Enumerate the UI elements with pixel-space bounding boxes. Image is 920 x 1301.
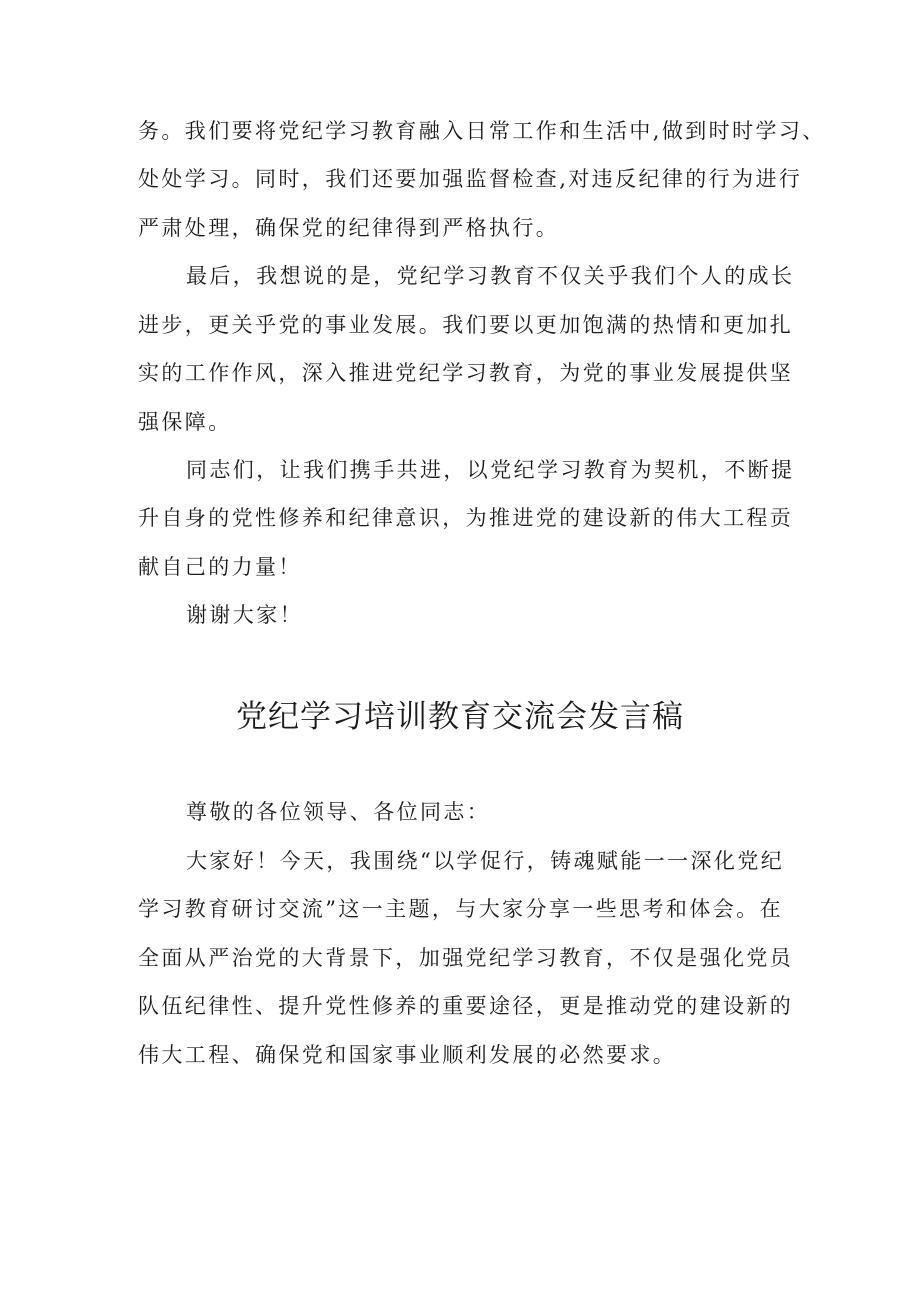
paragraph-line: 强保障。	[138, 410, 232, 434]
paragraph-line: 伟大工程、确保党和国家事业顺利发展的必然要求。	[138, 1043, 677, 1067]
paragraph-line: 进步，更关乎党的事业发展。我们要以更加饱满的热情和更加扎	[138, 313, 794, 337]
paragraph-line: 献自己的力量！	[138, 555, 302, 579]
paragraph-line: 队伍纪律性、提升党性修养的重要途径，更是推动党的建设新的	[138, 994, 794, 1018]
paragraph-line: 升自身的党性修养和纪律意识，为推进党的建设新的伟大工程贡	[138, 506, 794, 530]
document-title: 党纪学习培训教育交流会发言稿	[236, 699, 684, 735]
paragraph-line: 处处学习。同时，我们还要加强监督检查,对违反纪律的行为进行	[138, 167, 803, 191]
paragraph-line: 严肃处理，确保党的纪律得到严格执行。	[138, 216, 560, 240]
paragraph-line: 全面从严治党的大背景下，加强党纪学习教育，不仅是强化党员	[138, 946, 794, 970]
paragraph-line: 最后，我想说的是，党纪学习教育不仅关乎我们个人的成长	[186, 264, 795, 288]
greeting-line: 尊敬的各位领导、各位同志：	[186, 800, 491, 824]
paragraph-line: 同志们，让我们携手共进，以党纪学习教育为契机，不断提	[186, 458, 795, 482]
paragraph-line: 务。我们要将党纪学习教育融入日常工作和生活中,做到时时学习、	[138, 119, 826, 143]
paragraph-line: 学习教育研讨交流”这一主题，与大家分享一些思考和体会。在	[138, 897, 783, 921]
paragraph-line: 实的工作作风，深入推进党纪学习教育，为党的事业发展提供坚	[138, 361, 794, 385]
paragraph-line: 大家好！今天，我围绕“以学促行，铸魂赋能一一深化党纪	[186, 849, 785, 873]
closing-line: 谢谢大家！	[186, 603, 303, 627]
